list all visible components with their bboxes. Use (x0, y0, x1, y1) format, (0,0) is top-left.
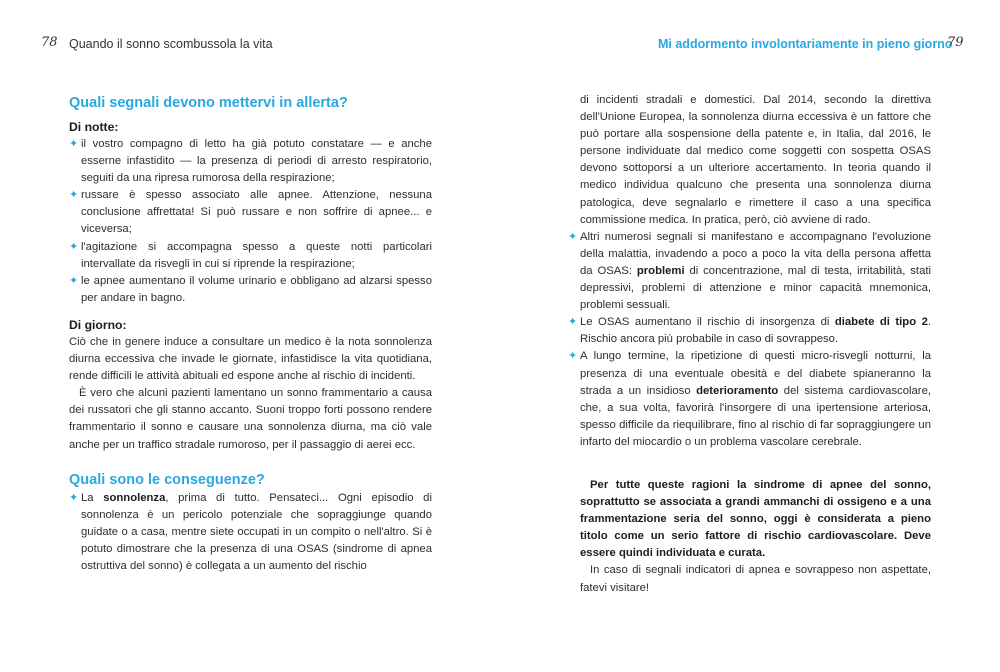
emphasis: diabete di tipo 2 (834, 316, 928, 329)
list-item: ✦ Altri numerosi segnali si manifestano e accompagnano l'evoluzione della malattia, invadendo a poco a poco la vita della persona affetta da OSAS: problemi di concentrazione, mal di testa, irritabilità, stati depressivi, problemi di attenzione e minor capacità mnemonica, problemi sessuali. (568, 230, 932, 312)
list-item: ✦ La sonnolenza, prima di tutto. Pensateci... Ogni episodio di sonnolenza è un pericolo potenziale che sopraggiunge quando guidate o a casa, mentre siete occupati in un compito o nell'altro. Si è potuto dimostrare che la presenza di una OSAS (sindrome di apnea ostruttiva del sonno) è collegata a un aumento del rischio (69, 491, 432, 572)
star-bullet-icon: ✦ (69, 138, 79, 150)
page-number: 78 (41, 35, 58, 50)
list-item: ✦ l'agitazione si accompagna spesso a queste notti particolari intervallate da risvegli in cui si riprende la respirazione; (69, 240, 432, 270)
summary-paragraph: Per tutte queste ragioni la sindrome di apnee del sonno, soprattutto se associata a grandi ammanchi di ossigeno e a una frammentazione seria del sonno, oggi è considerata a pieno titolo come un serio fattore di rischio cardiovascolare. Deve essere quindi individuata e curata. (580, 478, 931, 560)
star-bullet-icon: ✦ (69, 274, 79, 287)
section-heading-signals: Quali segnali devono mettervi in allerta? (69, 95, 348, 111)
paragraph: di incidenti stradali e domestici. Dal 2014, secondo la direttiva dell'Unione Europea, la sonnolenza diurna eccessiva è un fattore che può portare alla sospensione della patente e, in Italia, dal 2016, le persone individuate dal medico come soggetti con sospetta OSAS devono sottoporsi a un ulteriore accertamento. In teoria quando il medico individua qualcuno che presenta una sonnolenza diurna patologica, deve segnalarlo e rimettere il caso a una specifica commissione medica. In pratica, però, ciò avviene di rado. (580, 94, 931, 226)
section-heading-consequences: Quali sono le conseguenze? (69, 471, 265, 488)
consequences-list-continued (568, 229, 932, 451)
night-signals-list (69, 136, 432, 307)
list-item: ✦ A lungo termine, la ripetizione di questi micro-risvegli notturni, la presenza di una eventuale obesità e del diabete spianeranno la strada a un insidioso deterioramento del sistema cardiovascolare, che, a sua volta, favorirà l'insorgere di una ipertensione arteriosa, spesso difficile da riequilibrare, fino al rischio di far sopraggiungere un infarto del miocardio o un problema vascolare cerebrale. (568, 350, 931, 448)
paragraph: Ciò che in genere induce a consultare un medico è la nota sonnolenza diurna eccessiva che invade le giornate, infastidisce la vita quotidiana, rende difficili le attività abituali ed espone anche al rischio di incidenti. (69, 335, 432, 383)
right-column (568, 92, 932, 597)
star-bullet-icon: ✦ (568, 316, 578, 329)
subheading-night: Di notte: (69, 120, 119, 134)
emphasis: deterioramento (696, 384, 779, 397)
star-bullet-icon: ✦ (69, 189, 79, 202)
consequences-list (69, 490, 432, 575)
right-page (500, 0, 1000, 672)
subheading-day: Di giorno: (69, 317, 127, 332)
left-column (69, 93, 432, 575)
star-bullet-icon: ✦ (69, 240, 79, 253)
star-bullet-icon: ✦ (568, 350, 578, 363)
closing-paragraph: In caso di segnali indicatori di apnea e sovrappeso non aspettate, fatevi visitare! (580, 564, 931, 594)
star-bullet-icon: ✦ (568, 230, 578, 243)
list-item: ✦ il vostro compagno di letto ha già potuto constatare — e anche esserne infastidito — la presenza di periodi di arresto respiratorio, seguiti da una ripresa rumorosa della respirazione; (69, 138, 432, 185)
star-bullet-icon: ✦ (69, 491, 79, 504)
emphasis: sonnolenza (103, 491, 166, 504)
list-item: ✦ le apnee aumentano il volume urinario e obbligano ad alzarsi spesso per andare in bagno. (69, 274, 432, 304)
running-head: Mi addormento involontariamente in pieno giorno (658, 37, 953, 51)
emphasis: problemi (636, 264, 685, 277)
list-item: ✦ russare è spesso associato alle apnee. Attenzione, nessuna conclusione affrettata! Si può russare e non soffrire di apnee... e viceversa; (69, 189, 432, 236)
page-number: 79 (947, 35, 964, 50)
paragraph: È vero che alcuni pazienti lamentano un sonno frammentario a causa dei russatori che gli stanno accanto. Suoni troppo forti possono rendere frammentario il sonno e causare una sonnolenza diurna, ma ciò vale anche per un traffico stradale rumoroso, per il passaggio di aerei ecc. (69, 387, 432, 451)
running-head: Quando il sonno scombussola la vita (69, 37, 273, 51)
list-item: ✦ Le OSAS aumentano il rischio di insorgenza di diabete di tipo 2. Rischio ancora più probabile in caso di sovrappeso. (568, 316, 931, 346)
